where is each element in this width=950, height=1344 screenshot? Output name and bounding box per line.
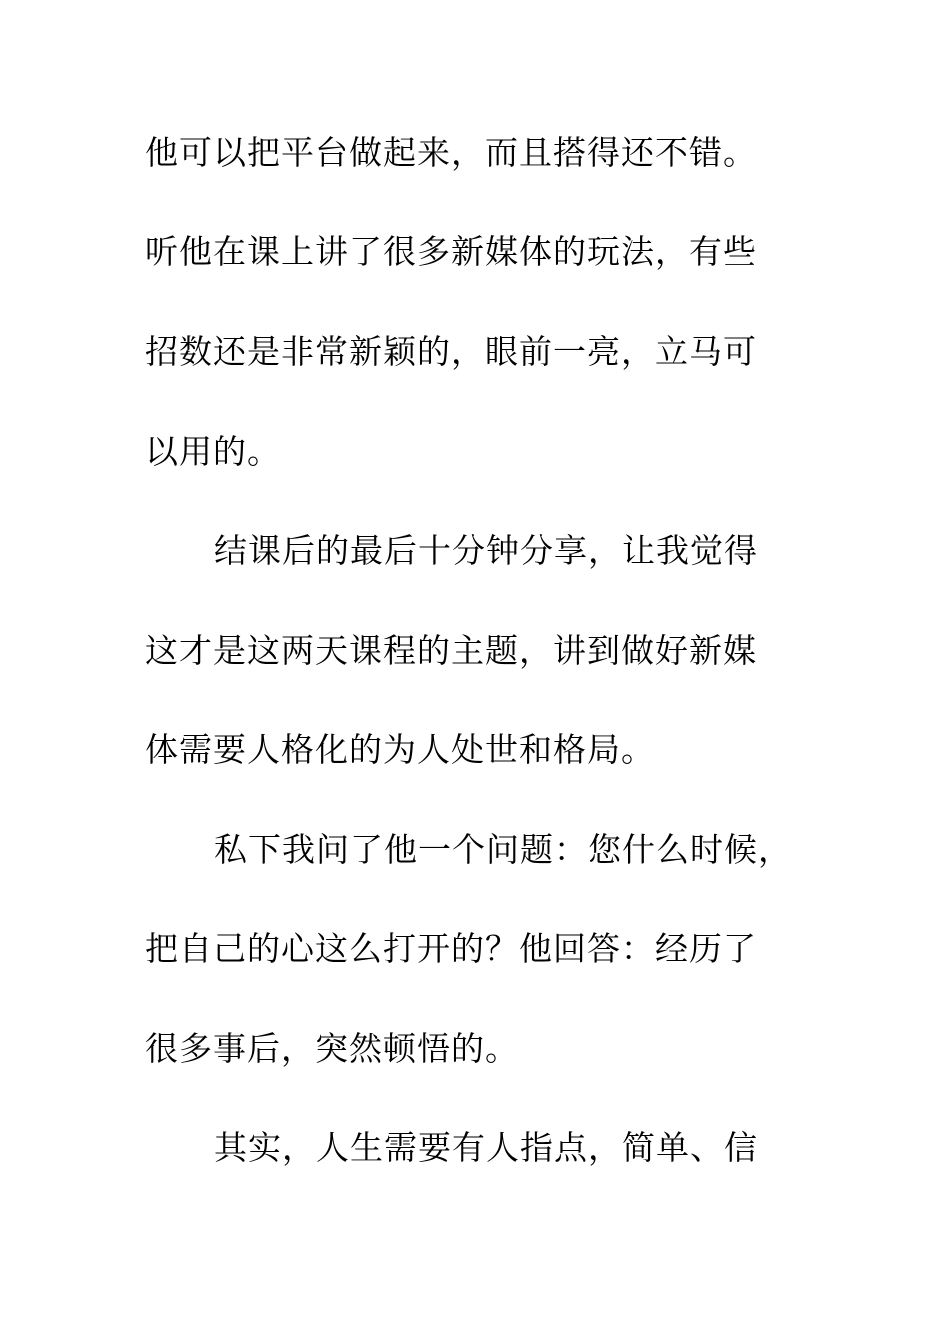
text-line: 听他在课上讲了很多新媒体的玩法，有些: [145, 232, 757, 271]
paragraph-start-line: 结课后的最后十分钟分享，让我觉得: [214, 531, 758, 570]
text-line: 体需要人格化的为人处世和格局。: [145, 730, 655, 769]
text-line: 以用的。: [145, 432, 281, 471]
text-line: 很多事后，突然顿悟的。: [145, 1029, 519, 1068]
text-line: 他可以把平台做起来，而且搭得还不错。: [145, 133, 757, 172]
paragraph-start-line: 其实，人生需要有人指点，简单、信: [214, 1128, 758, 1167]
text-line: 把自己的心这么打开的？他回答：经历了: [145, 929, 757, 968]
text-line: 招数还是非常新颖的，眼前一亮，立马可: [145, 332, 757, 371]
paragraph-start-line: 私下我问了他一个问题：您什么时候，: [214, 830, 792, 869]
text-line: 这才是这两天课程的主题，讲到做好新媒: [145, 631, 757, 670]
